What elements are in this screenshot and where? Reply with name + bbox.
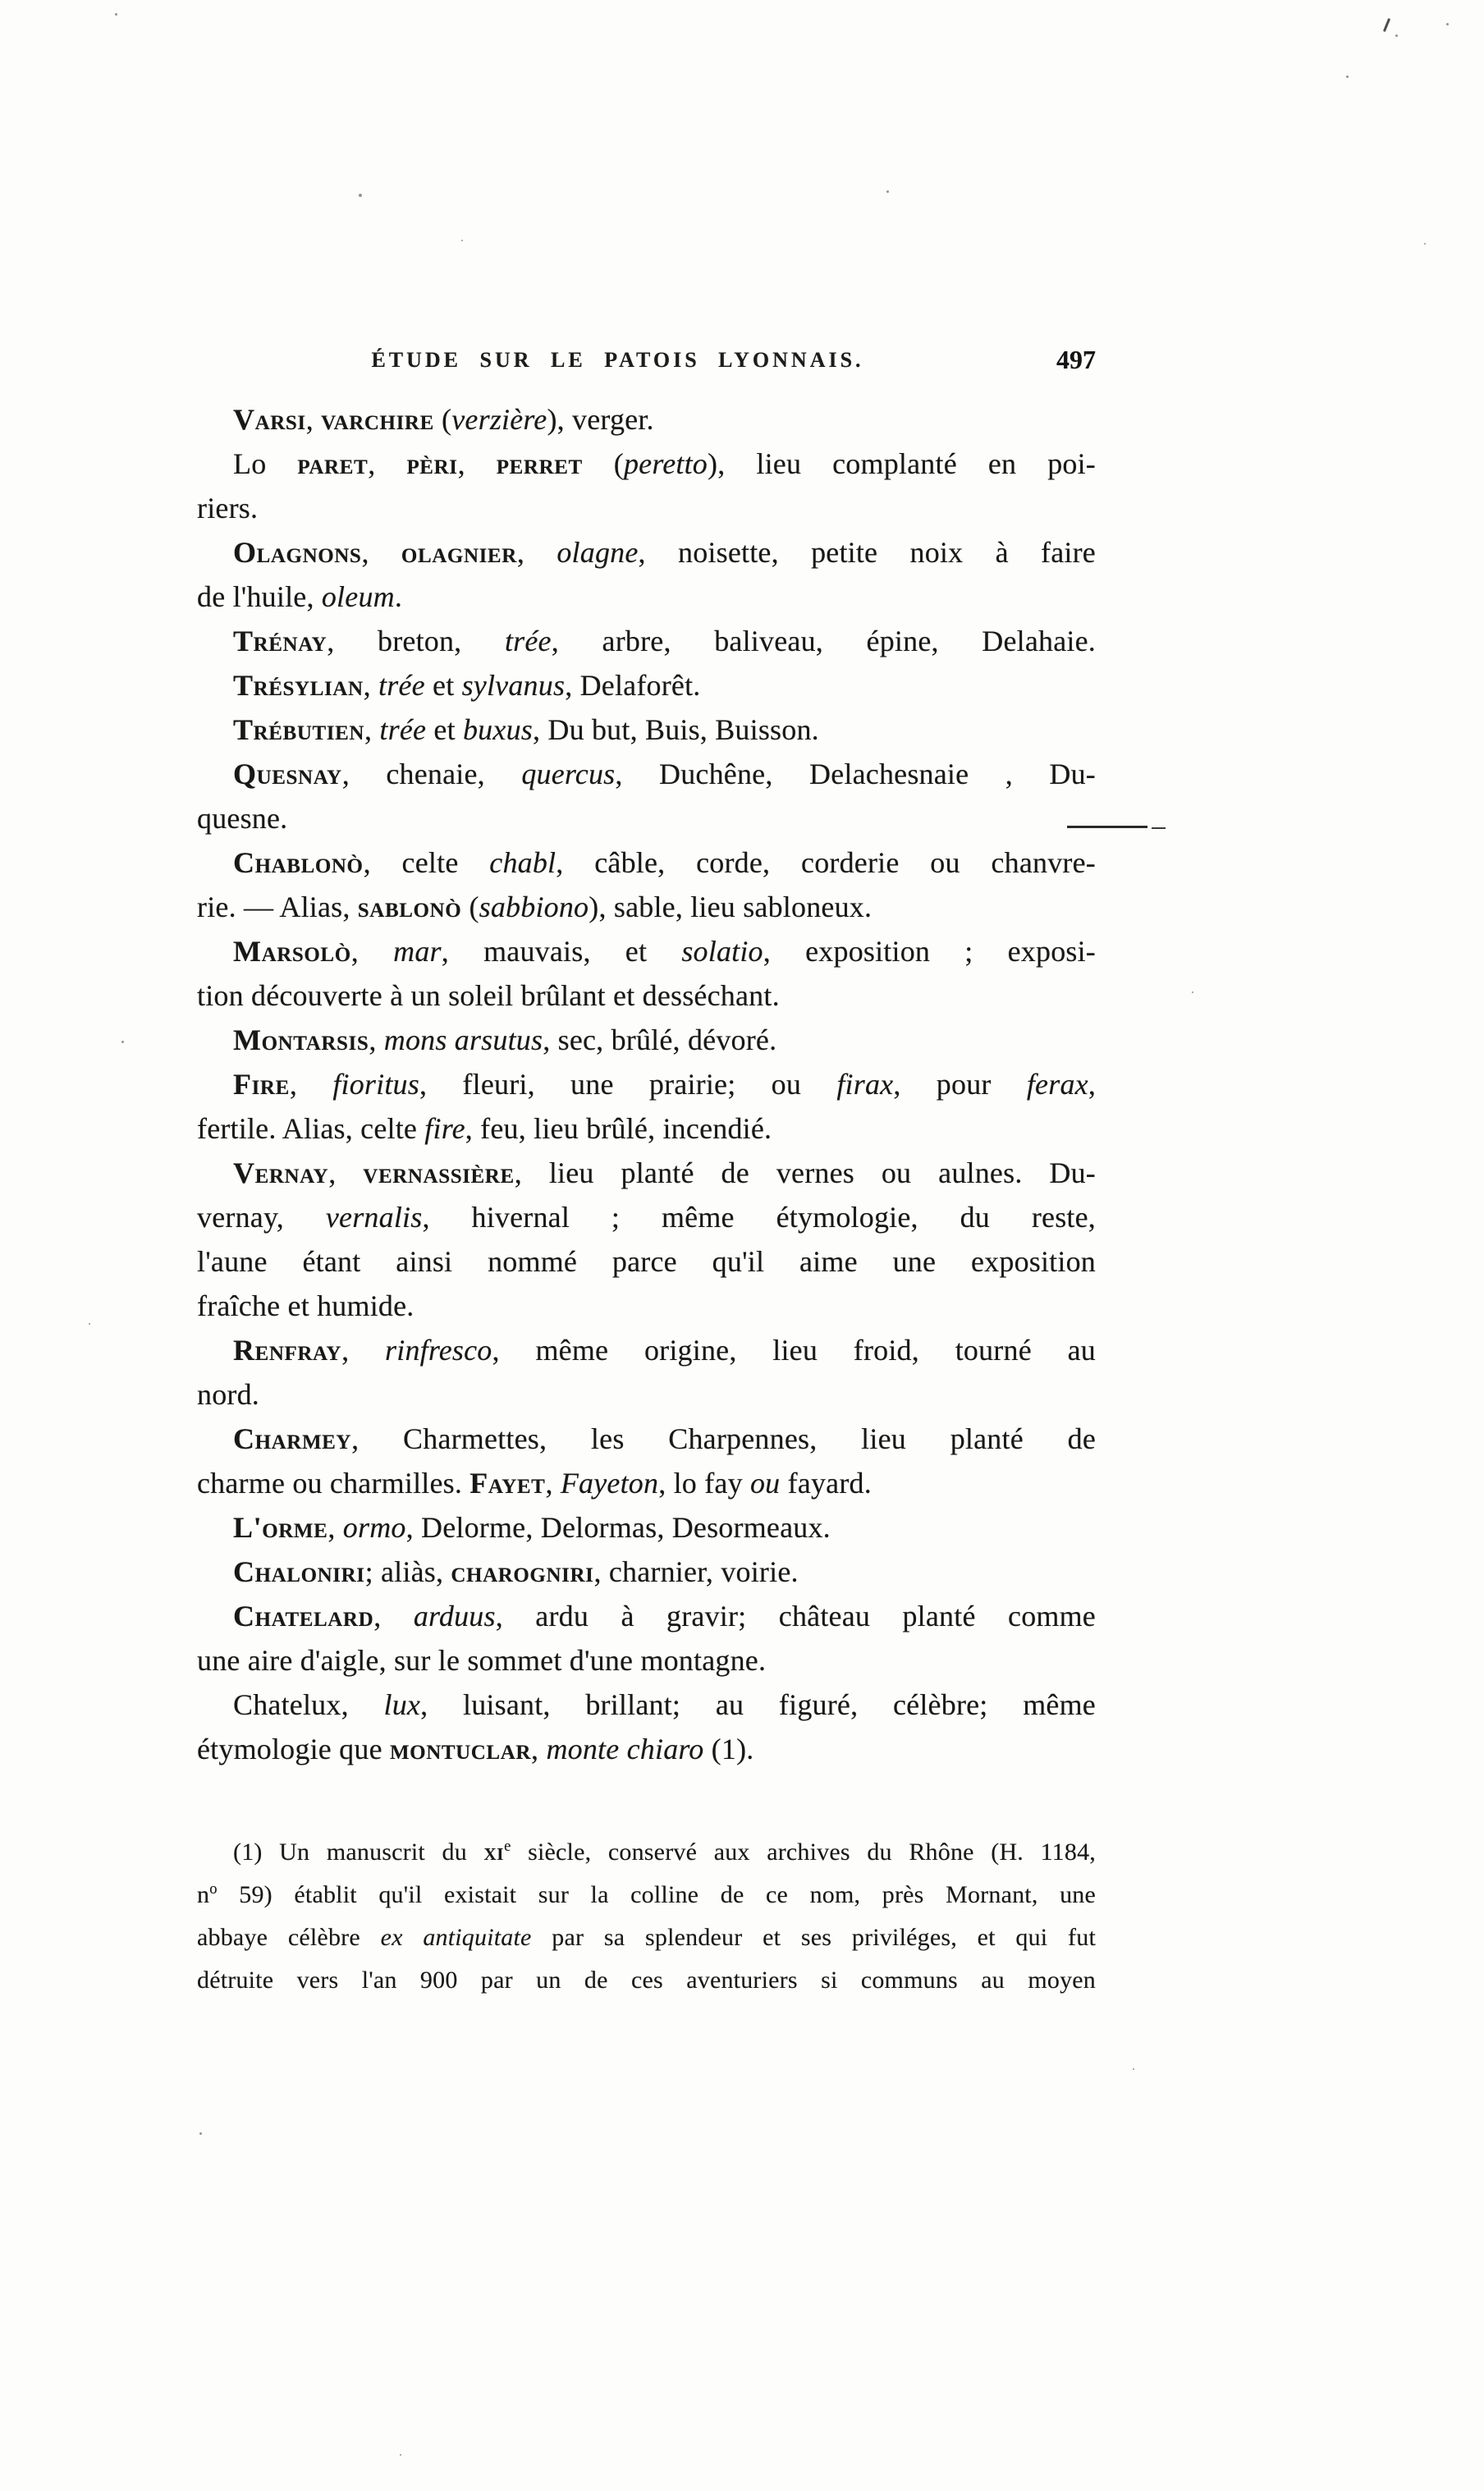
- text-segment: , luisant, brillant; au figuré, célèbre; même: [420, 1688, 1096, 1721]
- text-segment: , feu, lieu brûlé, incendié.: [465, 1112, 772, 1145]
- text-line: [197, 1916, 1096, 1959]
- text-segment: Trébutien: [233, 713, 365, 746]
- text-segment: montuclar: [389, 1733, 532, 1765]
- text-line: [197, 1106, 1096, 1151]
- text-segment: fertile. Alias, celte: [197, 1112, 425, 1145]
- scan-noise-speck: [1424, 243, 1426, 245]
- text-segment: , Duchêne, Delachesnaie , Du-: [615, 758, 1096, 790]
- text-segment: arduus: [413, 1600, 496, 1632]
- text-line: [197, 1727, 1096, 1771]
- text-line: [197, 663, 1096, 707]
- scan-noise-speck: [115, 13, 117, 16]
- text-segment: ,: [373, 1600, 414, 1632]
- text-segment: perret: [496, 447, 583, 480]
- text-segment: (: [582, 447, 624, 480]
- text-segment: , Charmettes, les Charpennes, lieu planté de: [351, 1422, 1096, 1455]
- text-segment: ), sable, lieu sabloneux.: [589, 891, 873, 923]
- scan-noise-speck: [1346, 76, 1349, 78]
- text-line: [197, 1239, 1096, 1284]
- text-segment: buxus: [462, 713, 533, 746]
- scan-noise-speck: [461, 240, 463, 241]
- text-segment: ,: [327, 1511, 343, 1544]
- text-line: [197, 1683, 1096, 1727]
- text-segment: ,: [516, 536, 557, 569]
- text-line: [197, 575, 1096, 619]
- scan-noise-speck: [359, 194, 362, 197]
- text-line: [197, 1195, 1096, 1239]
- text-line: [197, 397, 1096, 442]
- text-segment: , sec, brûlé, dévoré.: [543, 1023, 777, 1056]
- footnote-block: [197, 1831, 1096, 2002]
- text-line: [197, 1062, 1096, 1106]
- text-segment: ,: [1088, 1068, 1097, 1101]
- text-segment: Vernay: [233, 1156, 329, 1189]
- text-segment: (: [433, 403, 452, 436]
- text-segment: ou: [749, 1467, 781, 1500]
- text-line: [197, 442, 1096, 486]
- text-line: [197, 1417, 1096, 1461]
- text-segment: peretto: [623, 447, 708, 480]
- text-segment: Fire: [233, 1068, 290, 1101]
- text-segment: riers.: [197, 492, 259, 524]
- text-line: [197, 530, 1096, 575]
- scan-noise-speck: [89, 1323, 90, 1325]
- scan-noise-speck: [1133, 2068, 1134, 2070]
- text-segment: ,: [361, 536, 401, 569]
- scan-noise-speck: [121, 1041, 124, 1043]
- text-segment: étymologie que: [197, 1733, 390, 1765]
- text-segment: trée: [504, 625, 552, 657]
- text-segment: ,: [289, 1068, 333, 1101]
- text-segment: .: [394, 580, 403, 613]
- text-segment: mons arsutus: [383, 1023, 543, 1056]
- text-segment: , Delorme, Delormas, Desormeaux.: [405, 1511, 831, 1544]
- text-segment: monte chiaro: [546, 1733, 704, 1765]
- text-line: [197, 1831, 1096, 1874]
- text-segment: tion découverte à un soleil brûlant et desséchant.: [197, 979, 780, 1012]
- text-segment: , breton,: [327, 625, 505, 657]
- text-segment: trée: [378, 669, 425, 702]
- text-segment: n: [197, 1881, 210, 1908]
- text-segment: Trénay: [233, 625, 327, 657]
- text-segment: Chablonò: [233, 846, 364, 879]
- text-segment: , pour: [893, 1068, 1027, 1101]
- text-segment: ), lieu complanté en poi-: [708, 447, 1096, 480]
- text-segment: quesne.: [197, 802, 288, 835]
- text-segment: Quesnay: [233, 758, 342, 790]
- text-segment: charogniri: [451, 1555, 594, 1588]
- main-text-block: [197, 397, 1096, 1771]
- text-segment: , lieu planté de vernes ou aulnes. Du-: [514, 1156, 1096, 1189]
- text-line: [197, 1151, 1096, 1195]
- text-segment: Marsolò: [233, 935, 351, 968]
- text-segment: fayard.: [780, 1467, 872, 1500]
- text-segment: l'aune étant ainsi nommé parce qu'il aime une exposition: [197, 1245, 1096, 1278]
- text-line: [197, 1284, 1096, 1328]
- text-segment: , Du but, Buis, Buisson.: [532, 713, 819, 746]
- text-segment: ,: [341, 1334, 386, 1367]
- text-segment: ,: [369, 1023, 384, 1056]
- text-segment: e: [504, 1838, 511, 1855]
- scan-noise-speck: [199, 2132, 202, 2135]
- text-segment: , hivernal ; même étymologie, du reste,: [422, 1201, 1096, 1234]
- text-segment: olagnier: [401, 536, 517, 569]
- text-segment: chabl: [489, 846, 556, 879]
- text-segment: , lo fay: [658, 1467, 750, 1500]
- text-segment: (1) Un manuscrit du: [233, 1838, 484, 1866]
- text-segment: ), verger.: [547, 403, 654, 436]
- text-segment: olagne: [556, 536, 639, 569]
- scan-noise-speck: [1395, 34, 1398, 37]
- text-segment: ; aliàs,: [364, 1555, 451, 1588]
- text-segment: rinfresco: [385, 1334, 492, 1367]
- text-segment: ex antiquitate: [380, 1924, 532, 1951]
- text-segment: , chenaie,: [341, 758, 522, 790]
- page-number: 497: [1056, 345, 1096, 374]
- text-segment: , celte: [363, 846, 490, 879]
- text-segment: siècle, conservé aux archives du Rhône (H. 1184,: [511, 1838, 1096, 1866]
- text-segment: fioritus: [332, 1068, 419, 1101]
- text-segment: Chaloniri: [233, 1555, 365, 1588]
- text-segment: (: [461, 891, 479, 923]
- text-segment: verzière: [451, 403, 547, 436]
- text-segment: sablonò: [357, 891, 462, 923]
- text-line: [197, 1328, 1096, 1372]
- text-segment: 59) établit qu'il existait sur la colline de ce nom, près Mornant, une: [217, 1881, 1096, 1908]
- text-segment: Chatelux,: [233, 1688, 384, 1721]
- text-line: [197, 619, 1096, 663]
- text-segment: (1).: [703, 1733, 754, 1765]
- text-segment: Charmey: [233, 1422, 352, 1455]
- text-line: [197, 840, 1096, 885]
- text-segment: ,: [531, 1733, 547, 1765]
- text-segment: Trésylian: [233, 669, 364, 702]
- text-segment: détruite vers l'an 900 par un de ces aventuriers si communs au moyen: [197, 1967, 1096, 1994]
- text-segment: ,: [457, 447, 497, 480]
- text-segment: charme ou charmilles.: [197, 1467, 470, 1500]
- text-segment: ,: [363, 669, 379, 702]
- text-segment: Fayet: [469, 1467, 546, 1500]
- text-segment: rie. — Alias,: [197, 891, 358, 923]
- text-segment: lux: [383, 1688, 421, 1721]
- scan-noise-speck: [400, 2454, 401, 2456]
- page-header: [197, 345, 1096, 384]
- text-segment: Chatelard: [233, 1600, 374, 1632]
- text-line: [197, 885, 1096, 929]
- scan-noise-speck: [886, 190, 889, 193]
- text-segment: , arbre, baliveau, épine, Delahaie.: [551, 625, 1097, 657]
- text-line: [197, 929, 1096, 973]
- text-line: [197, 796, 1096, 840]
- scan-noise-speck: [1192, 991, 1193, 993]
- text-segment: mar: [393, 935, 442, 968]
- text-segment: Fayeton: [560, 1467, 659, 1500]
- text-line: [197, 1638, 1096, 1683]
- text-segment: Renfray: [233, 1334, 342, 1367]
- text-line: [197, 1505, 1096, 1550]
- text-segment: Varsi: [233, 403, 306, 436]
- scan-noise-speck: [1446, 23, 1449, 25]
- text-segment: paret: [297, 447, 369, 480]
- text-segment: , fleuri, une prairie; ou: [419, 1068, 837, 1101]
- text-segment: une aire d'aigle, sur le sommet d'une montagne.: [197, 1644, 767, 1677]
- text-segment: ,: [545, 1467, 561, 1500]
- text-segment: xi: [483, 1838, 505, 1866]
- text-segment: fraîche et humide.: [197, 1289, 415, 1322]
- text-line: [197, 1461, 1096, 1505]
- text-segment: pèri: [406, 447, 458, 480]
- text-segment: nord.: [197, 1378, 259, 1411]
- text-line: [197, 1874, 1096, 1916]
- text-segment: sabbiono: [479, 891, 589, 923]
- text-segment: vernassière: [363, 1156, 515, 1189]
- text-segment: trée: [379, 713, 427, 746]
- text-segment: ,: [364, 713, 380, 746]
- text-line: [197, 707, 1096, 752]
- text-line: [197, 973, 1096, 1018]
- text-segment: , charnier, voirie.: [593, 1555, 799, 1588]
- text-line: [197, 486, 1096, 530]
- text-segment: , exposition ; exposi-: [763, 935, 1096, 968]
- text-segment: ferax: [1026, 1068, 1088, 1101]
- text-segment: vernay,: [197, 1201, 326, 1234]
- text-segment: ,: [350, 935, 394, 968]
- text-segment: ,: [305, 403, 322, 436]
- text-segment: ,: [368, 447, 407, 480]
- text-segment: ,: [328, 1156, 364, 1189]
- text-segment: sylvanus: [461, 669, 566, 702]
- text-segment: quercus: [521, 758, 616, 790]
- text-segment: oleum: [321, 580, 395, 613]
- text-segment: et: [424, 669, 462, 702]
- text-segment: vernalis: [325, 1201, 423, 1234]
- text-segment: , même origine, lieu froid, tourné au: [492, 1334, 1096, 1367]
- text-segment: abbaye célèbre: [197, 1924, 381, 1951]
- text-segment: L'orme: [233, 1511, 328, 1544]
- text-line: [197, 1959, 1096, 2002]
- text-segment: de l'huile,: [197, 580, 322, 613]
- text-segment: firax: [836, 1068, 894, 1101]
- text-segment: , câble, corde, corderie ou chanvre-: [556, 846, 1096, 879]
- text-segment: , Delaforêt.: [565, 669, 701, 702]
- text-segment: par sa splendeur et ses priviléges, et qui fut: [531, 1924, 1096, 1951]
- text-segment: Olagnons: [233, 536, 362, 569]
- text-line: [197, 752, 1096, 796]
- text-segment: ormo: [342, 1511, 406, 1544]
- text-segment: Lo: [233, 447, 298, 480]
- text-segment: Montarsis: [233, 1023, 369, 1056]
- text-line: [197, 1018, 1096, 1062]
- text-segment: o: [209, 1880, 218, 1898]
- scan-noise-slash: [1383, 18, 1390, 32]
- text-line: [197, 1594, 1096, 1638]
- text-segment: fire: [424, 1112, 465, 1145]
- text-segment: , mauvais, et: [441, 935, 682, 968]
- running-title: ÉTUDE SUR LE PATOIS LYONNAIS.: [371, 348, 864, 372]
- stray-rule-artifact: [1152, 827, 1166, 829]
- text-segment: et: [426, 713, 463, 746]
- text-line: [197, 1372, 1096, 1417]
- text-segment: , noisette, petite noix à faire: [638, 536, 1096, 569]
- text-segment: , ardu à gravir; château planté comme: [495, 1600, 1096, 1632]
- text-segment: solatio: [681, 935, 763, 968]
- stray-rule-artifact: [1067, 826, 1147, 828]
- text-line: [197, 1550, 1096, 1594]
- text-segment: varchire: [321, 403, 434, 436]
